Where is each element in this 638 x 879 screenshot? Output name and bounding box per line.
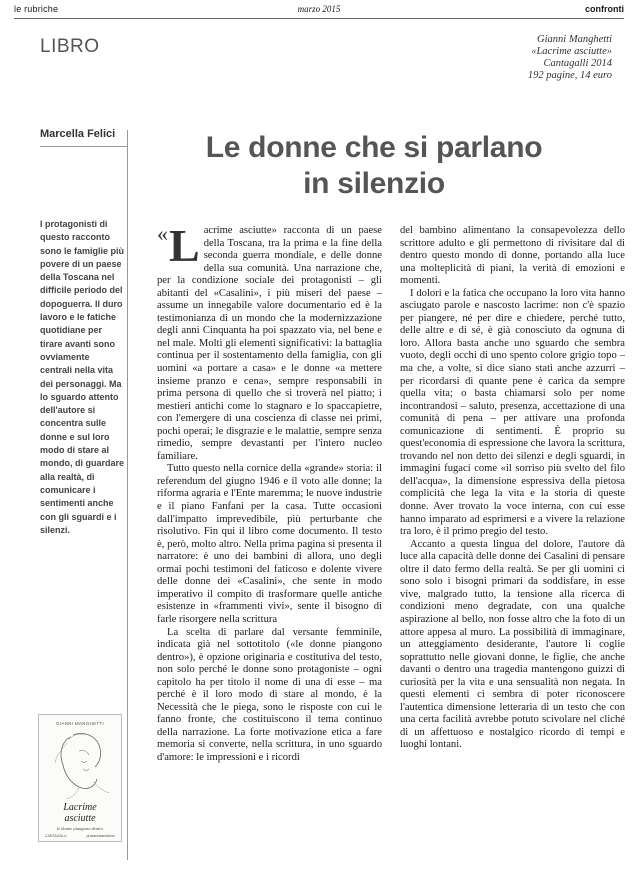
cover-title-line-2: asciutte [64, 813, 96, 824]
header-magazine: confronti [585, 4, 624, 14]
book-author: Gianni Manghetti [537, 34, 612, 45]
header-date: marzo 2015 [297, 4, 341, 14]
drop-quote: « [157, 221, 168, 246]
paragraph-text: acrime asciutte» racconta di un paese della Toscana, tra la prima e la fine della seconda guerra mondiale, e delle donne della sua comunità. Una narrazione che, per la condizione sociale dei protagonisti – gli abitanti del «Casalini», i più miseri del paese – assume un innegabile valore documentario ed è la testimonianza di un mondo che la modernizzazione degli anni Cinquanta ha poi spazzato via, nel bene e nel male. Molti gli elementi significativi: la battaglia continua per il sostentamento della famiglia, con gli uomini «a portare a casa» e le donne «a mettere insieme pranzo e cena», sempre responsabili in prima persona di quello che si troverà nel piatto; i mestieri antichi come lo stagnaro e lo spaccapietre, con l'emergere di una coscienza di classe nei primi, pochi operai; le disgrazie e le malattie, sempre senza rimedio, sempre devastanti per l'intero nucleo familiare. [157, 225, 382, 462]
title-line-2: in silenzio [303, 167, 445, 200]
article-title [140, 130, 608, 202]
cover-publisher: CANTAGALLI [45, 834, 67, 838]
cover-author: GIANNI MANGHETTI [55, 721, 105, 726]
paragraph [157, 220, 382, 463]
paragraph: I dolori e la fatica che occupano la loro vita hanno asciugato parole e nascosto lacrime: non c'è spazio per piangere, né per dire e chiedere, perché tutto, delle altre e di sé, è già conosciuto da ognuna di loro. Allora basta anche uno sguardo che sembra vuoto, degli occhi di uno spento colore grigio topo – ma che, a volte, si dice siano stati anche azzurri – per ricordarsi di quante pene è carica da sempre quella vita; o basta chiamarsi solo per nome incontrandosi – saluto, presenza, accettazione di una comunità di pena – per attivare una profonda comunicazione di sentimenti. È proprio su quest'economia di espressione che lavora la scrittura, trovando nel non detto dei silenzi e degli sguardi, in immagini fugaci come «il sorriso più svelto del filo dell'acqua», la dimensione espressiva della pietosa complicità che lega la vita e la storia di queste donne. Aver trovato la voce interna, con cui esse hanno imparato ad esprimersi e a vivere la relazione tra loro, è il primo pregio del testo. [400, 287, 625, 538]
paragraph: Tutto questo nella cornice della «grande» storia: il referendum del giugno 1946 e il voto alle donne; la riforma agraria e l'Ente maremma; le nuove industrie e il piano Fanfani per la casa. Tutte occasioni dall'impatto imprevedibile, più perturbante che risolutivo. Fin qui il libro come documento. Il testo è, però, molto altro. Nella prima pagina si presenta il narratore: è uno dei bambini di allora, uno degli ormai pochi testimoni del faticoso e dolente vivere delle donne dei «Casalini», che sente in modo imperativo il compito di trasformare quelle antiche esistenze in «frammenti vivi», sente il bisogno di farle risorgere nella scrittura [157, 463, 382, 625]
paragraph: Accanto a questa lingua del dolore, l'autore dà luce alla capacità delle donne dei Casalini di pensare oltre il dato fermo della realtà. Se per gli uomini ci sono solo i bisogni primari da soddisfare, in esse vive, malgrado tutto, la tensione alla ricerca di condizioni meno degradate, con una qualche aspirazione al bello, non fosse altro che la foto di un attore appesa al muro. La possibilità di immaginare, un atteggiamento desiderante, l'autore li coglie soprattutto nelle giovani donne, le figlie, che anche davanti o dentro una tragedia mantengono guizzi di curiosità per la vita e una sensualità non negata. In questi elementi ci sembra di poter riconoscere l'autentica dimensione letteraria di un testo che con una certa facilità avrebbe potuto scivolare nel cliché di un affettuoso e nostalgico ricordo di tempi e luoghi lontani. [400, 538, 625, 751]
cover-title-line-1: Lacrime [63, 802, 97, 813]
book-title: «Lacrime asciutte» [531, 46, 612, 57]
title-line-1: Le donne che si parlano [205, 131, 543, 164]
article-summary: I protagonisti di questo racconto sono le famiglie più povere di un paese della Toscana nel difficile periodo del dopoguerra. Il duro lavoro e le fatiche quotidiane per tirare avanti sono ovviamente centrali nella vita dei personaggi. Ma lo sguardo attento dell'autore si concentra sulle donne e sul loro modo di stare al mondo, di guardare alla realtà, di comunicare i sentimenti anche con gli sguardi e i silenzi. [40, 219, 125, 535]
paragraph: del bambino alimentano la consapevolezza dello scrittore adulto e gli permettono di rivisitare dal di dentro questo mondo di donne, portando alla luce una molteplicità di piani, la verità di emozioni e momenti. [400, 225, 625, 287]
author-rule [40, 146, 127, 147]
article-author: Marcella Felici [40, 128, 116, 140]
cover-portrait-illustration [49, 729, 113, 801]
sidebar-divider [127, 130, 128, 860]
section-label: LIBRO [40, 36, 100, 57]
header-rule [14, 18, 624, 19]
book-cover [38, 714, 122, 842]
body-column-1 [157, 220, 382, 765]
drop-cap: L [169, 220, 200, 271]
book-info [528, 34, 612, 82]
book-publisher: Cantagalli 2014 [543, 58, 612, 69]
cover-subtitle: le donne piangono dentro [56, 826, 104, 831]
book-details: 192 pagine, 14 euro [527, 70, 612, 81]
cover-series: prosarestaedizioni [86, 834, 115, 838]
paragraph: La scelta di parlare dal versante femminile, indicata già nel sottotitolo («le donne piangono dentro»), è opzione originaria e costitutiva del testo, non solo perché le donne sono protagoniste – ogni capitolo ha per titolo il nome di una di esse – ma perché è il loro modo di stare al mondo, è la Necessità che le piega, sono le risposte con cui le fanno fronte, che costituiscono il tema continuo della narrazione. La forte motivazione etica a fare memoria si converte, nella scrittura, in uno sguardo d'amore: le impressioni e i ricordi [157, 626, 382, 763]
body-column-2 [400, 225, 625, 752]
header-section: le rubriche [14, 4, 59, 14]
running-header [14, 4, 624, 18]
